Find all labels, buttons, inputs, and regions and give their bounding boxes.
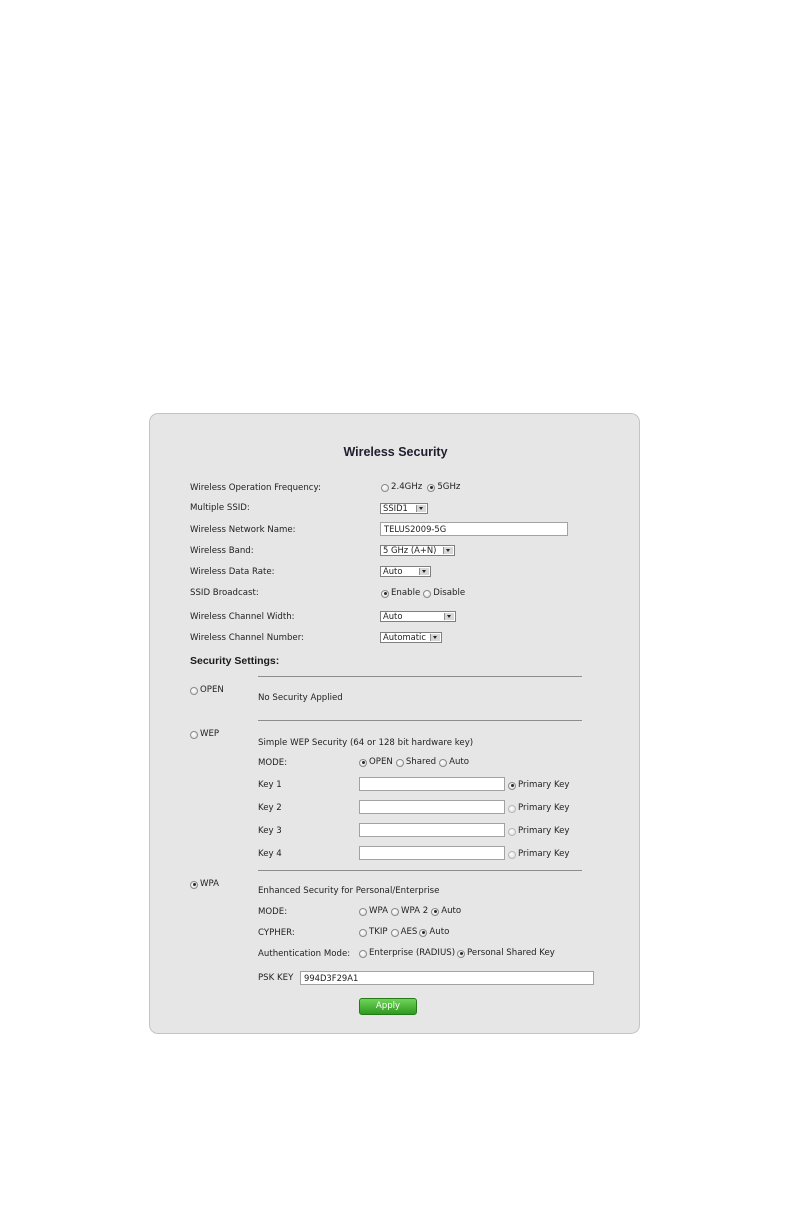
auth-enterprise-radio[interactable] xyxy=(359,950,367,958)
frequency-2-4ghz-label: 2.4GHz xyxy=(391,482,423,492)
security-wep-radio[interactable] xyxy=(190,731,198,739)
chevron-down-icon xyxy=(419,568,429,575)
chevron-down-icon xyxy=(430,634,440,641)
data-rate-value: Auto xyxy=(383,566,403,576)
wep-key-4-primary xyxy=(508,849,570,860)
wep-key-3-primary xyxy=(508,826,570,837)
wep-key-1-primary xyxy=(508,780,570,791)
network-name-input[interactable] xyxy=(380,522,568,536)
data-rate-select[interactable] xyxy=(380,566,431,577)
wep-key-4-input[interactable] xyxy=(359,846,505,860)
ssid-broadcast-enable-radio[interactable] xyxy=(381,590,389,598)
wpa-auth-options xyxy=(359,948,555,959)
security-open-option xyxy=(190,685,224,696)
multiple-ssid-select[interactable] xyxy=(380,503,428,514)
wep-key-1-primary-label: Primary Key xyxy=(518,780,570,790)
ssid-broadcast-disable-label: Disable xyxy=(433,588,466,598)
security-wpa-radio[interactable] xyxy=(190,881,198,889)
auth-enterprise-label: Enterprise (RADIUS) xyxy=(369,948,456,958)
multiple-ssid-value: SSID1 xyxy=(383,503,408,513)
security-wep-option xyxy=(190,729,219,740)
security-settings-heading: Security Settings: xyxy=(190,655,280,667)
wep-key-3-label: Key 3 xyxy=(258,826,282,836)
network-name-value: TELUS2009-5G xyxy=(384,524,447,534)
chevron-down-icon xyxy=(444,613,454,620)
wep-key-1-label: Key 1 xyxy=(258,780,282,790)
wep-mode-open-radio[interactable] xyxy=(359,759,367,767)
wep-key-2-primary-radio[interactable] xyxy=(508,805,516,813)
wep-key-1-input[interactable] xyxy=(359,777,505,791)
wep-key-4-primary-label: Primary Key xyxy=(518,849,570,859)
wep-key-4-label: Key 4 xyxy=(258,849,282,859)
channel-width-value: Auto xyxy=(383,611,403,621)
wpa-mode-wpa2-label: WPA 2 xyxy=(401,906,429,916)
wpa-cypher-options xyxy=(359,927,449,938)
channel-number-select[interactable] xyxy=(380,632,442,643)
data-rate-label: Wireless Data Rate: xyxy=(190,567,275,577)
frequency-2-4ghz-radio[interactable] xyxy=(381,484,389,492)
cypher-auto-label: Auto xyxy=(429,927,450,937)
ssid-broadcast-enable-label: Enable xyxy=(391,588,421,598)
wep-mode-shared-radio[interactable] xyxy=(396,759,404,767)
wireless-security-panel xyxy=(149,413,640,1034)
wpa-cypher-label: CYPHER: xyxy=(258,928,295,938)
wpa-mode-auto-radio[interactable] xyxy=(431,908,439,916)
wep-key-2-label: Key 2 xyxy=(258,803,282,813)
wpa-mode-auto-label: Auto xyxy=(441,906,462,916)
ssid-broadcast-disable-radio[interactable] xyxy=(423,590,431,598)
apply-button[interactable]: Apply xyxy=(359,998,417,1015)
band-value: 5 GHz (A+N) xyxy=(383,545,437,555)
channel-number-label: Wireless Channel Number: xyxy=(190,633,304,643)
chevron-down-icon xyxy=(416,505,426,512)
cypher-auto-radio[interactable] xyxy=(419,929,427,937)
wep-mode-shared-label: Shared xyxy=(405,757,437,767)
divider xyxy=(258,720,582,721)
wep-mode-auto-radio[interactable] xyxy=(439,759,447,767)
wep-description: Simple WEP Security (64 or 128 bit hardware key) xyxy=(258,738,474,748)
wep-key-1-primary-radio[interactable] xyxy=(508,782,516,790)
auth-personal-label: Personal Shared Key xyxy=(467,948,555,958)
wep-key-3-primary-label: Primary Key xyxy=(518,826,570,836)
wpa-auth-label: Authentication Mode: xyxy=(258,949,351,959)
psk-key-input[interactable] xyxy=(300,971,594,985)
auth-personal-radio[interactable] xyxy=(457,950,465,958)
page-title: Wireless Security xyxy=(343,445,448,459)
security-wep-label: WEP xyxy=(200,729,220,739)
security-wpa-option xyxy=(190,879,219,890)
chevron-down-icon xyxy=(443,547,453,554)
cypher-tkip-label: TKIP xyxy=(369,927,388,937)
frequency-label: Wireless Operation Frequency: xyxy=(190,483,321,493)
divider xyxy=(258,870,582,871)
security-open-label: OPEN xyxy=(200,685,224,695)
frequency-options xyxy=(381,482,460,493)
ssid-broadcast-label: SSID Broadcast: xyxy=(190,588,259,598)
wep-key-2-primary xyxy=(508,803,570,814)
wep-key-4-primary-radio[interactable] xyxy=(508,851,516,859)
wpa-mode-options xyxy=(359,906,461,917)
cypher-tkip-radio[interactable] xyxy=(359,929,367,937)
band-label: Wireless Band: xyxy=(190,546,254,556)
security-open-radio[interactable] xyxy=(190,687,198,695)
frequency-5ghz-radio[interactable] xyxy=(427,484,435,492)
wpa-mode-wpa2-radio[interactable] xyxy=(391,908,399,916)
wep-mode-label: MODE: xyxy=(258,758,288,768)
wep-key-3-primary-radio[interactable] xyxy=(508,828,516,836)
channel-number-value: Automatic xyxy=(383,632,426,642)
security-wpa-label: WPA xyxy=(200,879,220,889)
psk-key-label: PSK KEY xyxy=(258,973,294,983)
psk-key-value: 994D3F29A1 xyxy=(304,973,359,983)
wep-mode-open-label: OPEN xyxy=(369,757,393,767)
channel-width-label: Wireless Channel Width: xyxy=(190,612,295,622)
wpa-description: Enhanced Security for Personal/Enterprise xyxy=(258,886,440,896)
network-name-label: Wireless Network Name: xyxy=(190,525,296,535)
band-select[interactable] xyxy=(380,545,455,556)
wpa-mode-wpa-label: WPA xyxy=(369,906,389,916)
channel-width-select[interactable] xyxy=(380,611,456,622)
open-description: No Security Applied xyxy=(258,693,343,703)
wpa-mode-wpa-radio[interactable] xyxy=(359,908,367,916)
wep-key-3-input[interactable] xyxy=(359,823,505,837)
multiple-ssid-label: Multiple SSID: xyxy=(190,503,250,513)
cypher-aes-radio[interactable] xyxy=(391,929,399,937)
wep-mode-options xyxy=(359,757,469,768)
wpa-mode-label: MODE: xyxy=(258,907,288,917)
frequency-5ghz-label: 5GHz xyxy=(437,482,461,492)
wep-key-2-primary-label: Primary Key xyxy=(518,803,570,813)
wep-mode-auto-label: Auto xyxy=(449,757,470,767)
cypher-aes-label: AES xyxy=(400,927,418,937)
divider xyxy=(258,676,582,677)
wep-key-2-input[interactable] xyxy=(359,800,505,814)
ssid-broadcast-options xyxy=(381,588,465,599)
